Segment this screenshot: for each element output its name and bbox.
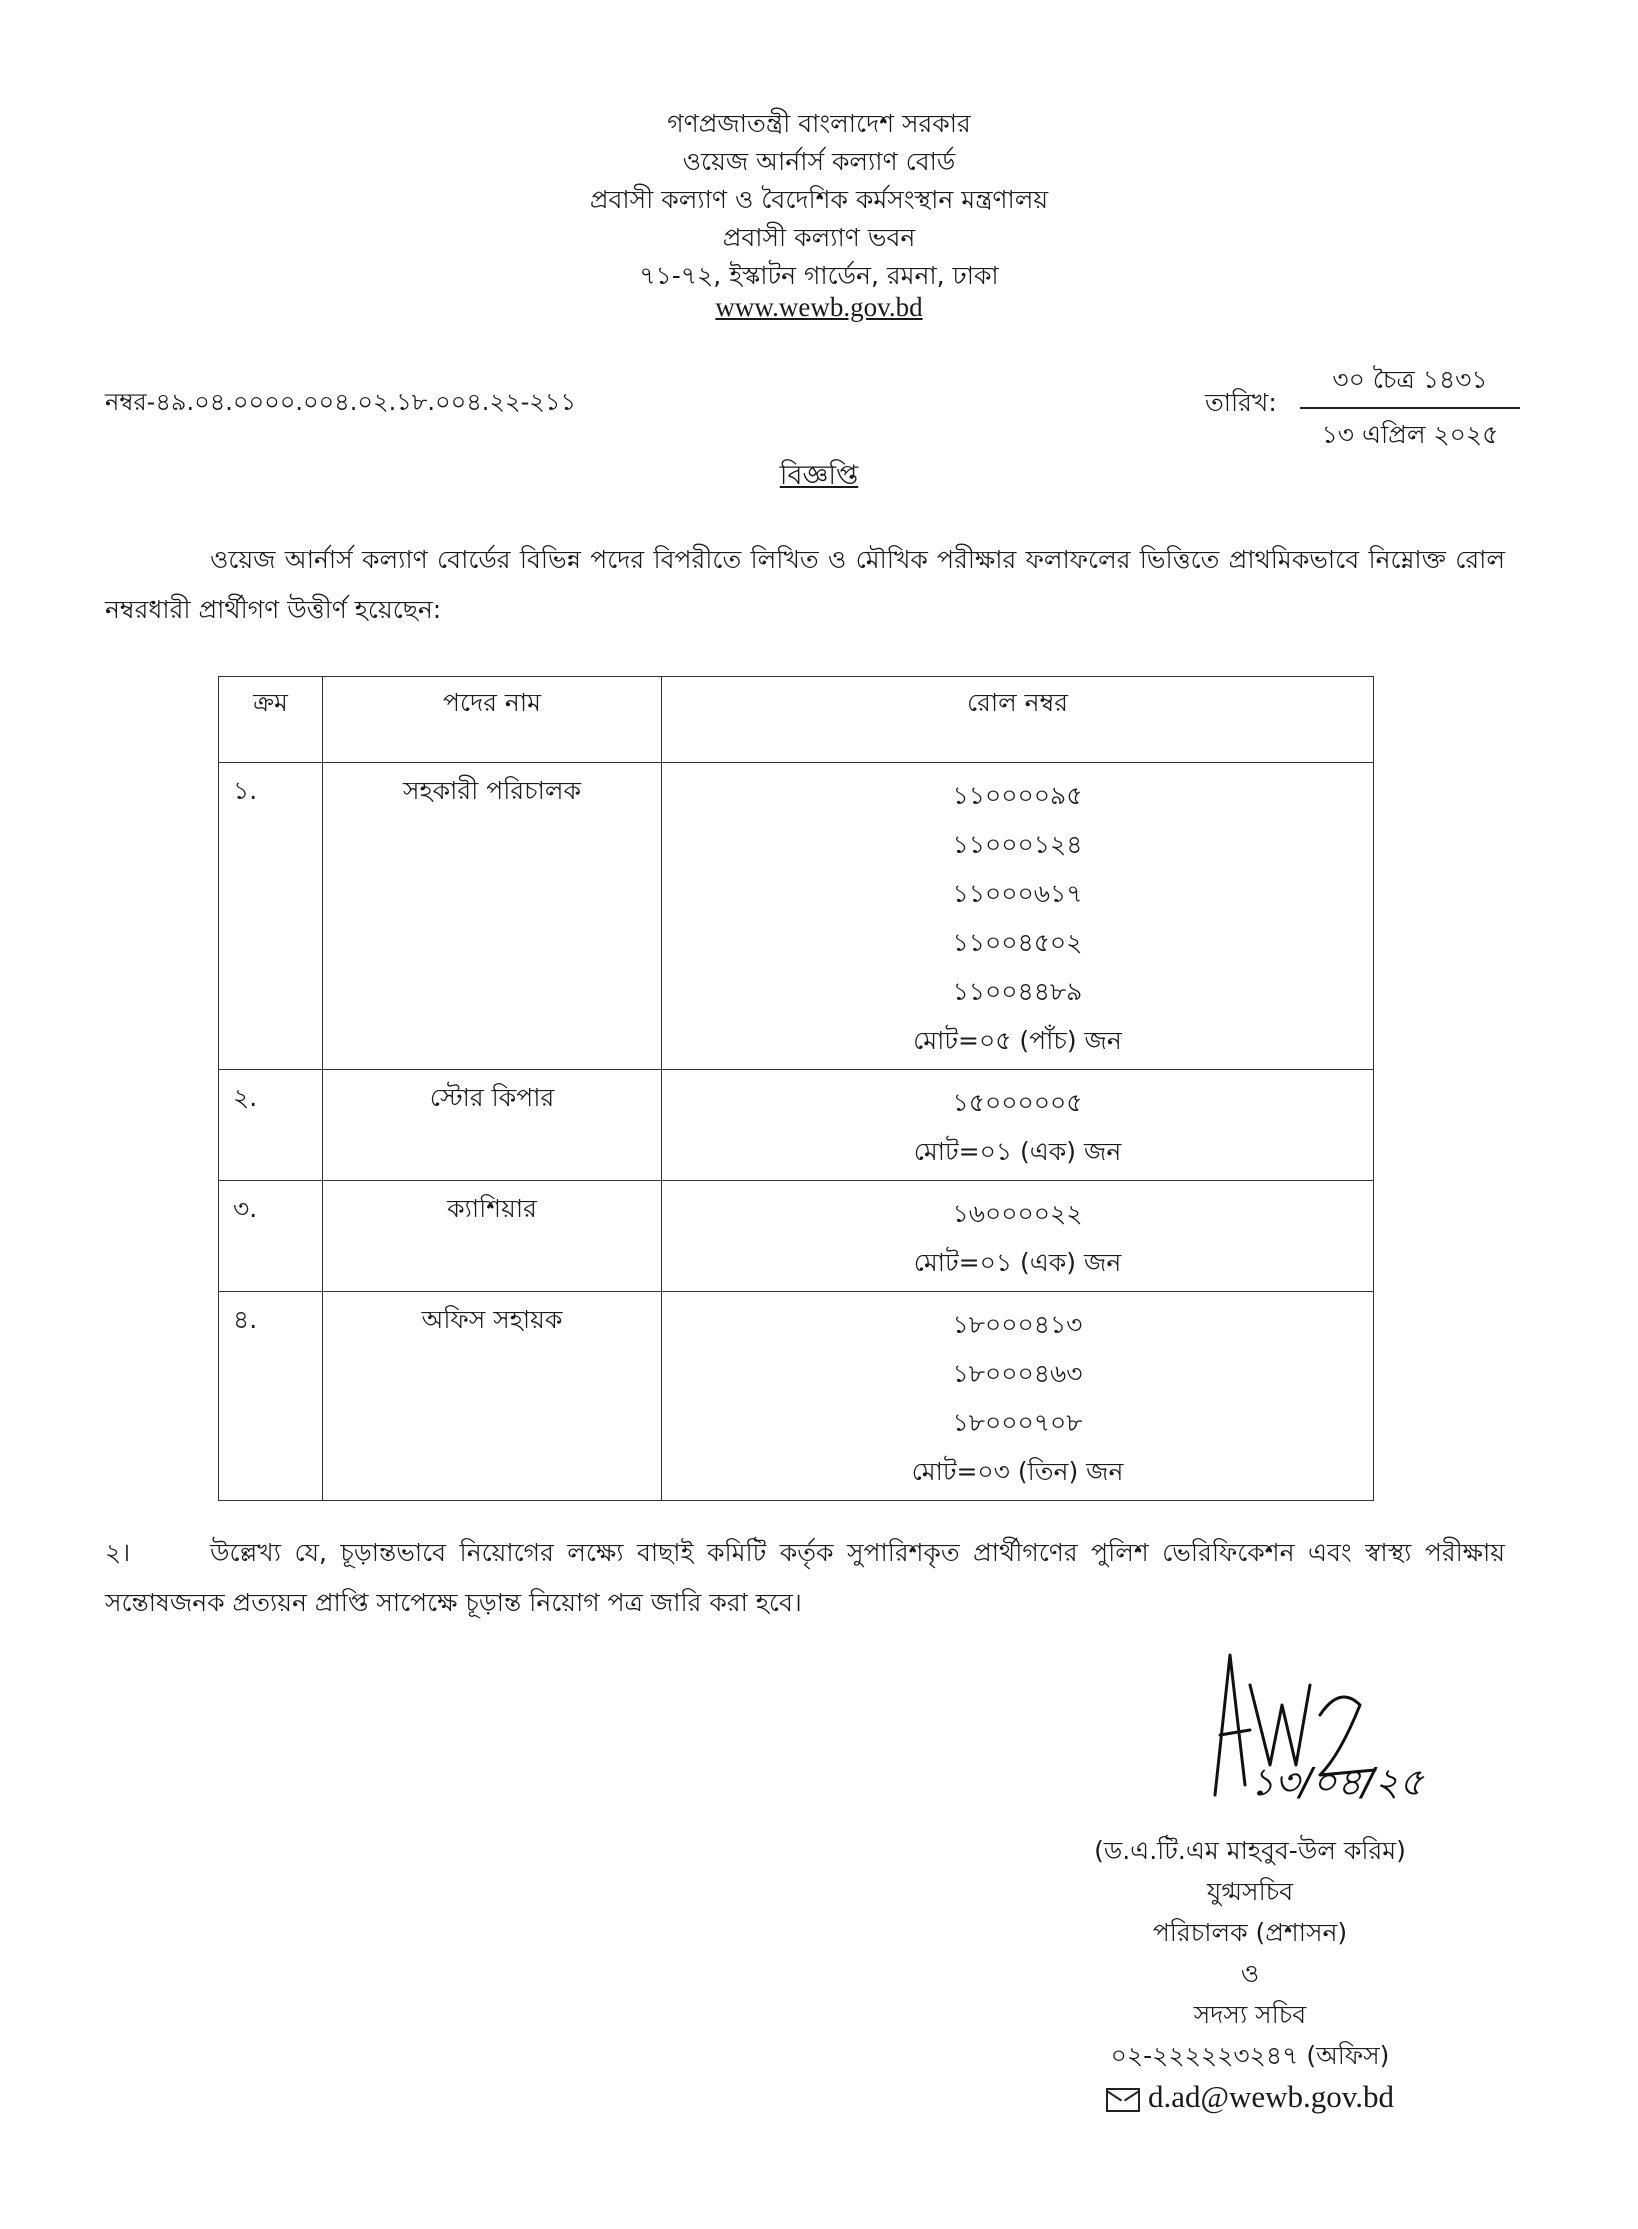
signatory-designation-1: যুগ্মসচিব — [1206, 1877, 1294, 1906]
row-total: মোট=০৩ (তিন) জন — [911, 1457, 1124, 1486]
roll-number: ১১০০০১২৪ — [952, 830, 1083, 859]
header-ministry-government: গণপ্রজাতন্ত্রী বাংলাদেশ সরকার — [667, 109, 971, 138]
intro-text: ওয়েজ আর্নার্স কল্যাণ বোর্ডের বিভিন্ন পদের বিপরীতে লিখিত ও মৌখিক পরীক্ষার ফলাফলের ভিত্তিতে প্রাথমিকভাবে নিম্নোক্ত রোল নম্বরধারী প্রার্থীগণ উত্তীর্ণ হয়েছেন: — [105, 545, 1505, 624]
row-serial: ৩. — [219, 1181, 323, 1292]
date-box — [1300, 360, 1520, 458]
table-header-row — [219, 677, 1374, 763]
roll-number: ১১০০৪৪৮৯ — [952, 977, 1083, 1006]
row-rolls — [662, 1292, 1374, 1501]
signatory-designation-3: সদস্য সচিব — [1193, 2000, 1307, 2029]
date-gregorian: ১৩ এপ্রিল ২০২৫ — [1321, 420, 1499, 449]
row-rolls — [662, 763, 1374, 1070]
roll-number: ১১০০৪৫০২ — [952, 928, 1083, 957]
condition-text: উল্লেখ্য যে, চূড়ান্তভাবে নিয়োগের লক্ষ্যে বাছাই কমিটি কর্তৃক সুপারিশকৃত প্রার্থীগণের পুলিশ ভেরিফিকেশন এবং স্বাস্থ্য পরীক্ষায় সন্তোষজনক প্রত্যয়ন প্রাপ্তি সাপেক্ষে চূড়ান্ত নিয়োগ পত্র জারি করা হবে। — [105, 1538, 1505, 1617]
signatory-email-row — [1030, 2076, 1470, 2119]
header-post: পদের নাম — [323, 677, 662, 763]
header-serial: ক্রম — [219, 677, 323, 763]
header-website-row — [0, 292, 1638, 323]
header-roll: রোল নম্বর — [662, 677, 1374, 763]
roll-number: ১৬০০০০২২ — [952, 1199, 1083, 1228]
condition-paragraph — [105, 1528, 1505, 1628]
row-serial: ১. — [219, 763, 323, 1070]
para-number: ২। — [105, 1538, 131, 1567]
header-building: প্রবাসী কল্যাণ ভবন — [722, 223, 916, 252]
intro-paragraph — [105, 535, 1505, 635]
roll-number: ১১০০০০৯৫ — [952, 781, 1083, 810]
row-post: স্টোর কিপার — [323, 1070, 662, 1181]
header-ministry: প্রবাসী কল্যাণ ও বৈদেশিক কর্মসংস্থান মন্ত্রণালয় — [589, 185, 1049, 214]
row-total: মোট=০৫ (পাঁচ) জন — [913, 1026, 1122, 1055]
row-total: মোট=০১ (এক) জন — [913, 1137, 1122, 1166]
header-board-name: ওয়েজ আর্নার্স কল্যাণ বোর্ড — [682, 147, 956, 176]
row-rolls — [662, 1070, 1374, 1181]
row-serial: ৪. — [219, 1292, 323, 1501]
table-row — [219, 1181, 1374, 1292]
date-bangla: ৩০ চৈত্র ১৪৩১ — [1300, 360, 1520, 409]
roll-number: ১৫০০০০০৫ — [952, 1088, 1083, 1117]
handwritten-signature — [1190, 1645, 1490, 1830]
notice-title: বিজ্ঞপ্তি — [779, 460, 859, 491]
roll-number: ১৮০০০৭০৮ — [952, 1408, 1083, 1437]
signature-date: ১৩/০৪/২৫ — [1250, 1760, 1424, 1804]
row-total: মোট=০১ (এক) জন — [913, 1248, 1122, 1277]
envelope-icon — [1106, 2088, 1140, 2112]
signatory-conjunction: ও — [1240, 1959, 1260, 1988]
roll-number: ১৮০০০৪৬৩ — [952, 1359, 1083, 1388]
results-table — [218, 676, 1374, 1501]
signatory-designation-2: পরিচালক (প্রশাসন) — [1152, 1918, 1348, 1947]
table-row — [219, 763, 1374, 1070]
table-row — [219, 1070, 1374, 1181]
row-post: ক্যাশিয়ার — [323, 1181, 662, 1292]
signatory-phone: ০২-২২২২২৩২৪৭ (অফিস) — [1110, 2041, 1390, 2070]
table-row — [219, 1292, 1374, 1501]
roll-number: ১১০০০৬১৭ — [952, 879, 1083, 908]
row-post: অফিস সহায়ক — [323, 1292, 662, 1501]
row-rolls — [662, 1181, 1374, 1292]
signatory-email[interactable]: d.ad@wewb.gov.bd — [1147, 2079, 1395, 2114]
signatory-name: (ড.এ.টি.এম মাহবুব-উল করিম) — [1094, 1836, 1406, 1865]
notice-title-row — [0, 455, 1638, 500]
website-link[interactable]: www.wewb.gov.bd — [715, 292, 923, 322]
header-address: ৭১-৭২, ইস্কাটন গার্ডেন, রমনা, ঢাকা — [639, 261, 999, 290]
memo-number: নম্বর-৪৯.০৪.০০০০.০০৪.০২.১৮.০০৪.২২-২১১ — [105, 388, 577, 416]
signatory-block — [1030, 1830, 1470, 2119]
row-post: সহকারী পরিচালক — [323, 763, 662, 1070]
date-label: তারিখ: — [1205, 388, 1277, 417]
row-serial: ২. — [219, 1070, 323, 1181]
roll-number: ১৮০০০৪১৩ — [952, 1310, 1083, 1339]
